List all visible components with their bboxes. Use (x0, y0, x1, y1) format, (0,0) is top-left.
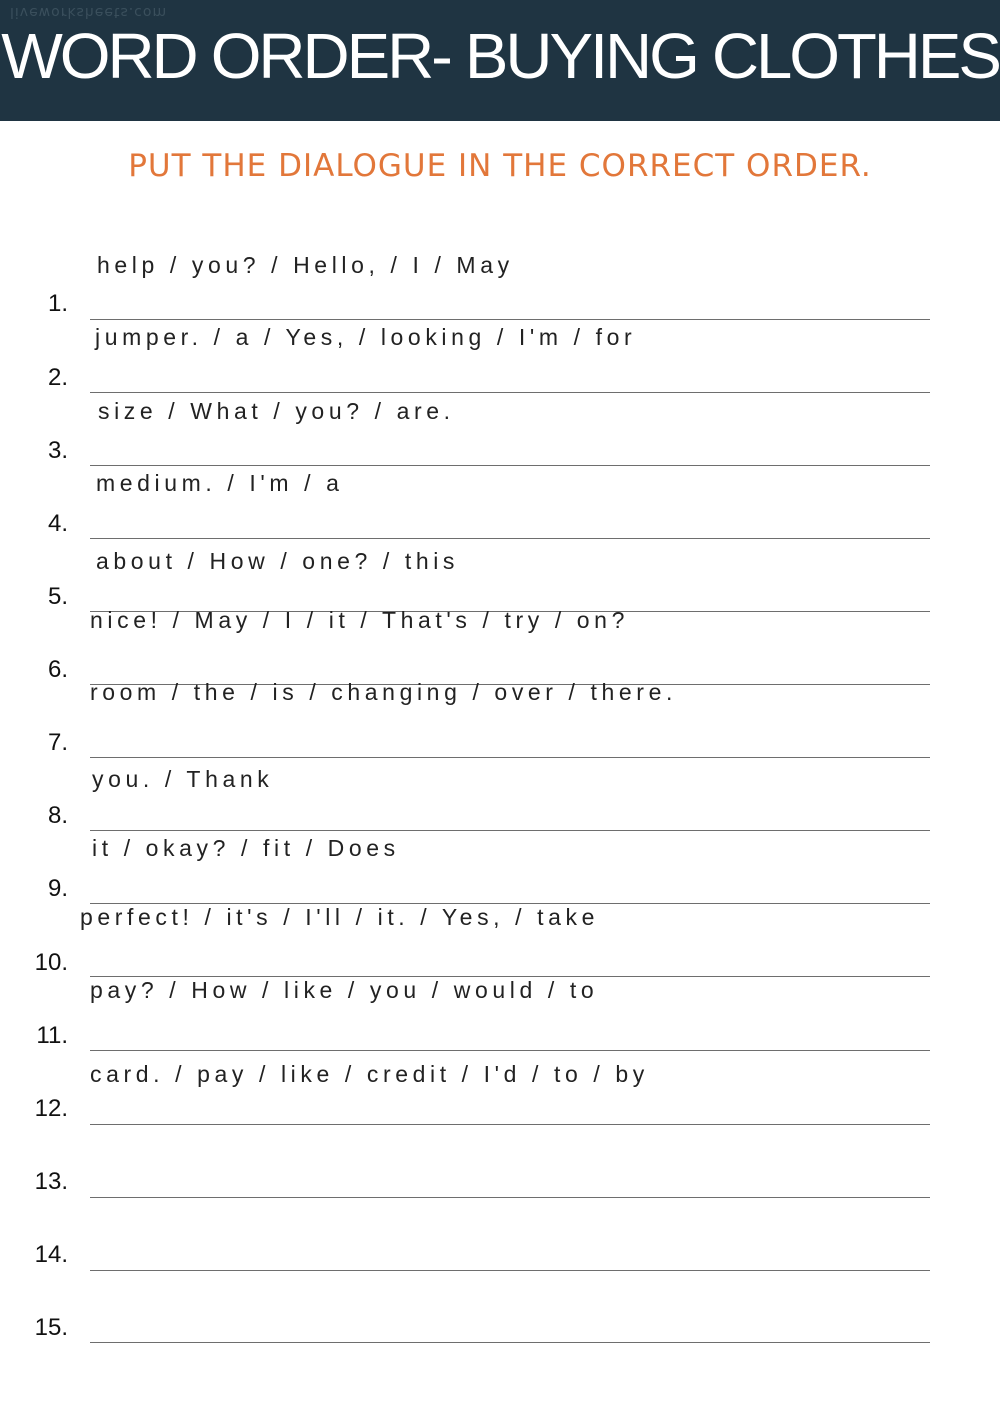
item-number: 9. (47, 875, 68, 902)
scrambled-words: perfect! / it's / I'll / it. / Yes, / take (80, 904, 600, 930)
answer-line[interactable] (90, 538, 930, 539)
item-number: 2. (47, 364, 68, 391)
watermark: liveworksheets.com (10, 4, 168, 20)
item-number: 14. (34, 1241, 68, 1268)
scrambled-words: about / How / one? / this (96, 548, 460, 574)
scrambled-words: room / the / is / changing / over / there. (90, 679, 677, 705)
item-number: 6. (47, 656, 68, 683)
scrambled-words: jumper. / a / Yes, / looking / I'm / for (95, 324, 637, 350)
item-number: 12. (34, 1095, 68, 1122)
scrambled-words: size / What / you? / are. (98, 398, 455, 424)
header-banner (0, 0, 1000, 121)
answer-line[interactable] (90, 1270, 930, 1271)
scrambled-words: help / you? / Hello, / I / May (97, 252, 514, 278)
answer-line[interactable] (90, 1124, 930, 1125)
item-number: 3. (47, 437, 68, 464)
scrambled-words: it / okay? / fit / Does (92, 835, 400, 861)
answer-line[interactable] (90, 757, 930, 758)
item-number: 15. (34, 1314, 68, 1341)
item-number: 7. (47, 729, 68, 756)
item-number: 11. (36, 1022, 68, 1049)
scrambled-words: card. / pay / like / credit / I'd / to / by (90, 1061, 649, 1087)
item-number: 8. (47, 802, 68, 829)
scrambled-words: you. / Thank (92, 766, 274, 792)
item-number: 1. (47, 290, 68, 317)
item-number: 13. (34, 1168, 68, 1195)
scrambled-words: pay? / How / like / you / would / to (90, 977, 599, 1003)
answer-line[interactable] (90, 465, 930, 466)
answer-line[interactable] (90, 830, 930, 831)
item-number: 10. (34, 949, 68, 976)
answer-line[interactable] (90, 1050, 930, 1051)
scrambled-words: nice! / May / I / it / That's / try / on? (90, 607, 629, 633)
answer-line[interactable] (90, 319, 930, 320)
answer-line[interactable] (90, 1342, 930, 1343)
answer-line[interactable] (90, 1197, 930, 1198)
answer-line[interactable] (90, 392, 930, 393)
item-number: 5. (47, 583, 68, 610)
page-title: WORD ORDER- BUYING CLOTHES (1, 20, 999, 92)
scrambled-words: medium. / I'm / a (96, 470, 344, 496)
instructions: PUT THE DIALOGUE IN THE CORRECT ORDER. (128, 148, 872, 184)
item-number: 4. (47, 510, 68, 537)
